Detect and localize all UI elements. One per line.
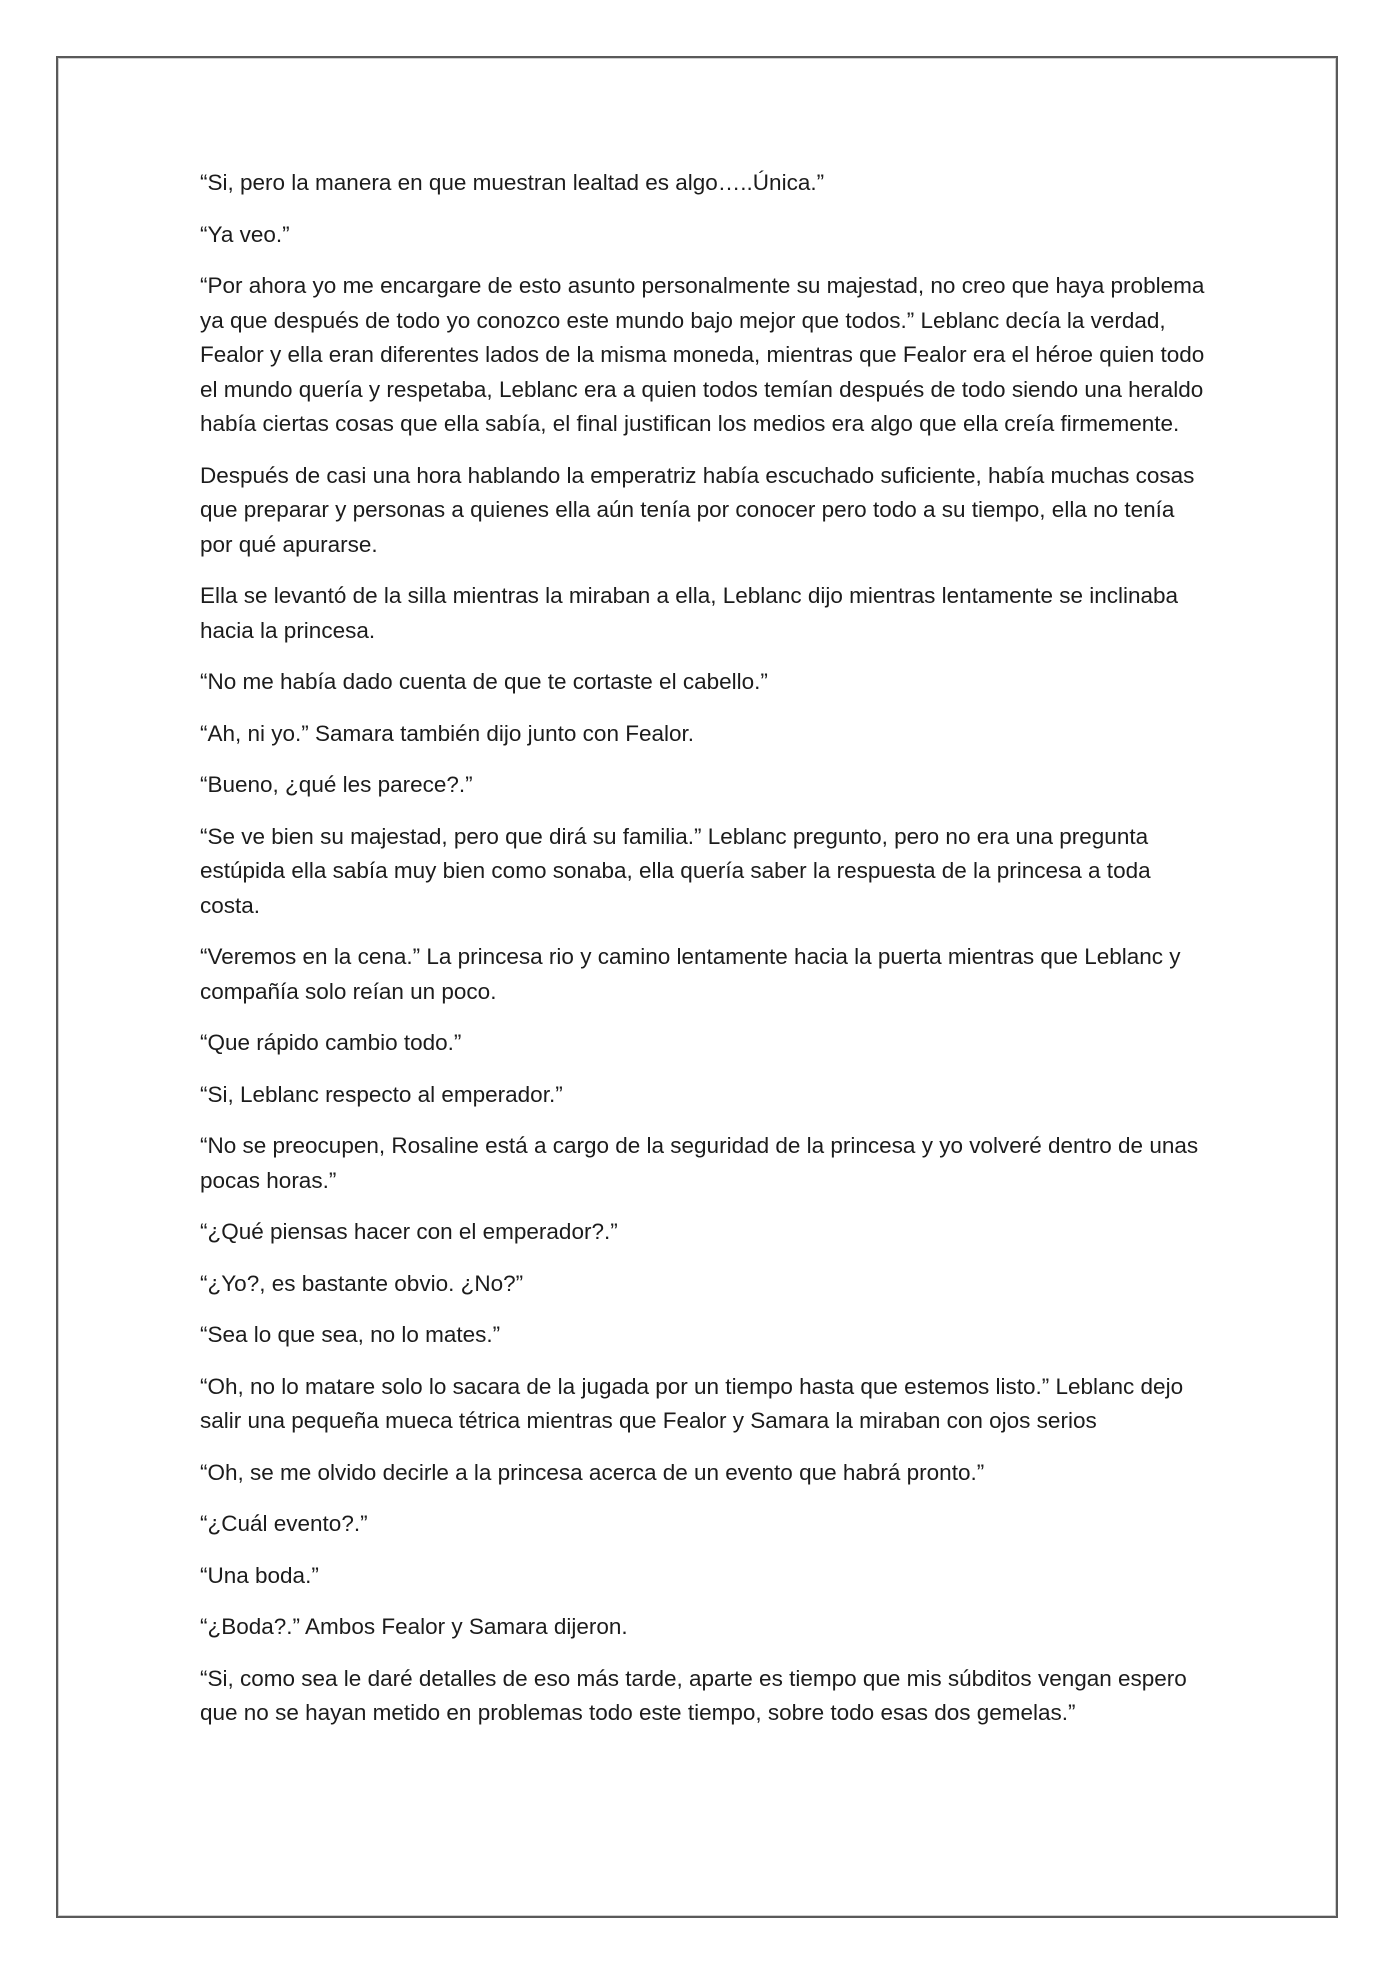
paragraph: “¿Yo?, es bastante obvio. ¿No?” bbox=[200, 1270, 524, 1296]
paragraph: “Ah, ni yo.” Samara también dijo junto con Fealor. bbox=[200, 720, 695, 746]
document-body bbox=[200, 166, 1210, 1748]
paragraph: “Se ve bien su majestad, pero que dirá su familia.” Leblanc pregunto, pero no era una pregunta estúpida ella sabía muy bien como sonaba, ella quería saber la respuesta de la princesa a toda costa. bbox=[200, 823, 1151, 918]
paragraph: “No se preocupen, Rosaline está a cargo de la seguridad de la princesa y yo volveré dentro de unas pocas horas.” bbox=[200, 1133, 1199, 1193]
paragraph: “¿Cuál evento?.” bbox=[200, 1511, 368, 1536]
paragraph: “¿Qué piensas hacer con el emperador?.” bbox=[200, 1219, 618, 1244]
paragraph: “Que rápido cambio todo.” bbox=[200, 1030, 462, 1055]
paragraph: “Oh, se me olvido decirle a la princesa acerca de un evento que habrá pronto.” bbox=[200, 1459, 985, 1485]
paragraph: “Por ahora yo me encargare de esto asunto personalmente su majestad, no creo que haya problema ya que después de todo yo conozco este mundo bajo mejor que todos.” Leblanc decía la verdad, Fealor y ella eran diferentes lados de la misma moneda, mientras que Fealor era el héroe quien todo el mundo quería y respetaba, Leblanc era a quien todos temían después de todo siendo una heraldo había ciertas cosas que ella sabía, el final justifican los medios era algo que ella creía firmemente. bbox=[200, 273, 1205, 436]
paragraph: “Una boda.” bbox=[200, 1562, 319, 1588]
paragraph: “No me había dado cuenta de que te cortaste el cabello.” bbox=[200, 669, 768, 694]
paragraph: “Si, Leblanc respecto al emperador.” bbox=[200, 1081, 563, 1107]
paragraph: “Veremos en la cena.” La princesa rio y camino lentamente hacia la puerta mientras que Leblanc y compañía solo reían un poco. bbox=[200, 944, 1181, 1004]
paragraph: Después de casi una hora hablando la emperatriz había escuchado suficiente, había muchas cosas que preparar y personas a quienes ella aún tenía por conocer pero todo a su tiempo, ella no tenía por qué apurarse. bbox=[200, 462, 1195, 557]
paragraph: “Sea lo que sea, no lo mates.” bbox=[200, 1322, 501, 1347]
paragraph: “Bueno, ¿qué les parece?.” bbox=[200, 772, 473, 797]
paragraph: “Oh, no lo matare solo lo sacara de la jugada por un tiempo hasta que estemos listo.” Leblanc dejo salir una pequeña mueca tétrica mientras que Fealor y Samara la miraban con ojos serios bbox=[200, 1373, 1184, 1433]
paragraph: Ella se levantó de la silla mientras la miraban a ella, Leblanc dijo mientras lentamente se inclinaba hacia la princesa. bbox=[200, 583, 1179, 643]
paragraph: “¿Boda?.” Ambos Fealor y Samara dijeron. bbox=[200, 1614, 628, 1639]
paragraph: “Ya veo.” bbox=[200, 221, 290, 247]
paragraph: “Si, pero la manera en que muestran lealtad es algo…..Única.” bbox=[200, 170, 825, 195]
paragraph: “Si, como sea le daré detalles de eso más tarde, aparte es tiempo que mis súbditos vengan espero que no se hayan metido en problemas todo este tiempo, sobre todo esas dos gemelas.” bbox=[200, 1665, 1187, 1725]
